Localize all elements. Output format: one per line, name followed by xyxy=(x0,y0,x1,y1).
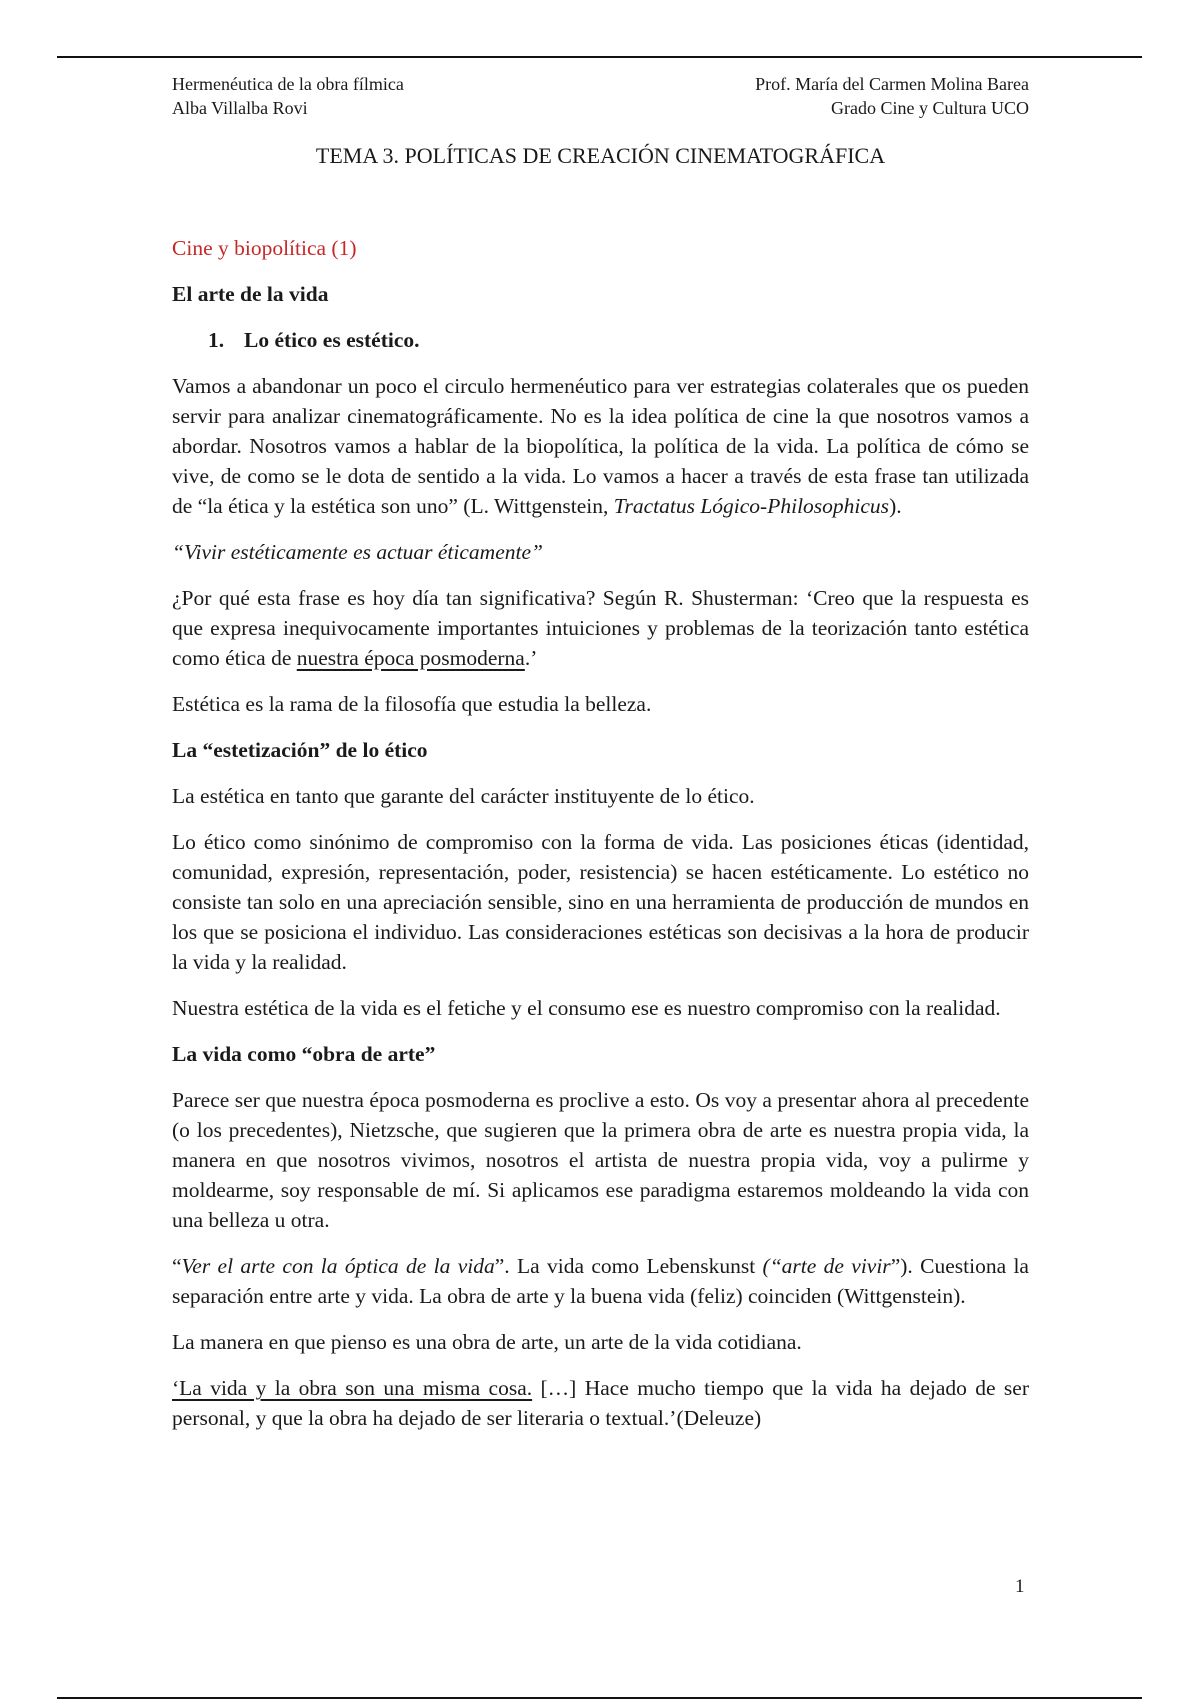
paragraph-text: ”). Cuestiona la separación entre arte y vida. La obra de arte y la buena vida (feliz) coinciden (Wittgenstein). xyxy=(172,1254,1029,1308)
top-rule xyxy=(57,56,1142,58)
course-name: Hermenéutica de la obra fílmica xyxy=(172,74,404,94)
document-title: TEMA 3. POLÍTICAS DE CREACIÓN CINEMATOGRÁFICA xyxy=(315,143,886,168)
numbered-heading xyxy=(172,325,1029,355)
paragraph-text: “ xyxy=(172,1254,182,1278)
paragraph-text: .’ xyxy=(524,646,538,670)
paragraph-definition: Estética es la rama de la filosofía que estudia la belleza. xyxy=(172,692,652,716)
bottom-rule xyxy=(57,1697,1142,1699)
paragraph-lebenskunst xyxy=(172,1251,1029,1311)
student-name: Alba Villalba Rovi xyxy=(172,98,308,118)
underlined-text: ‘La vida y la obra son una misma cosa. xyxy=(172,1376,533,1400)
paragraph-fetiche: Nuestra estética de la vida es el fetiche y el consumo ese es nuestro compromiso con la realidad. xyxy=(172,996,1001,1020)
document-body xyxy=(172,233,1029,1449)
list-number: 1. xyxy=(208,328,225,352)
heading-estetizacion: La “estetización” de lo ético xyxy=(172,738,428,762)
paragraph-text: […] Hace mucho tiempo que la vida ha dejado de ser personal, y que la obra ha dejado de ser literaria o textual.’(Deleuze) xyxy=(172,1376,1029,1430)
page-header xyxy=(172,72,1029,120)
degree-name: Grado Cine y Cultura UCO xyxy=(831,98,1029,118)
paragraph-cotidiana: La manera en que pienso es una obra de arte, un arte de la vida cotidiana. xyxy=(172,1330,802,1354)
paragraph-text: ). xyxy=(889,494,902,518)
paragraph-text: ¿Por qué esta frase es hoy día tan significativa? Según R. Shusterman: ‘Creo que la respuesta es que expresa inequivocamente importantes intuiciones y problemas de la teorización tanto estética como ética de xyxy=(172,586,1029,670)
paragraph-text: ”. La vida como Lebenskunst xyxy=(494,1254,763,1278)
section-title: Cine y biopolítica (1) xyxy=(172,236,357,260)
subtitle: El arte de la vida xyxy=(172,282,329,306)
paragraph-shusterman xyxy=(172,583,1029,673)
paragraph-text: Vamos a abandonar un poco el circulo hermenéutico para ver estrategias colaterales que os pueden servir para analizar cinematográficamente. No es la idea política de cine la que nosotros vamos a abordar. Nosotros vamos a hablar de la biopolítica, la política de la vida. La política de cómo se vive, de como se le dota de sentido a la vida. Lo vamos a hacer a través de esta frase tan utilizada de “la ética y la estética son uno” (L. Wittgenstein, xyxy=(172,374,1029,518)
italic-text: Ver el arte con la óptica de la vida xyxy=(181,1254,495,1278)
heading-obra-de-arte: La vida como “obra de arte” xyxy=(172,1042,436,1066)
quote: “Vivir estéticamente es actuar éticamente” xyxy=(172,540,543,564)
list-text: Lo ético es estético. xyxy=(244,328,420,352)
book-title: Tractatus Lógico-Philosophicus xyxy=(613,494,890,518)
professor-name: Prof. María del Carmen Molina Barea xyxy=(755,74,1029,94)
paragraph-compromiso: Lo ético como sinónimo de compromiso con la forma de vida. Las posiciones éticas (identidad, comunidad, expresión, representación, poder, resistencia) se hacen estéticamente. Lo estético no consiste tan solo en una apreciación sensible, sino en una herramienta de producción de mundos en los que se posiciona el individuo. Las consideraciones estéticas son decisivas a la hora de producir la vida y la realidad. xyxy=(172,830,1029,974)
paragraph-intro xyxy=(172,371,1029,521)
paragraph-deleuze xyxy=(172,1373,1029,1433)
paragraph-nietzsche: Parece ser que nuestra época posmoderna es proclive a esto. Os voy a presentar ahora al precedente (o los precedentes), Nietzsche, que sugieren que la primera obra de arte es nuestra propia vida, la manera en que nosotros vivimos, nosotros el artista de nuestra propia vida, voy a pulirme y moldearme, soy responsable de mí. Si aplicamos ese paradigma estaremos moldeando la vida con una belleza u otra. xyxy=(172,1088,1029,1232)
underlined-text: nuestra época posmoderna xyxy=(296,646,525,670)
italic-text: (“arte de vivir xyxy=(762,1254,891,1278)
paragraph-garante: La estética en tanto que garante del carácter instituyente de lo ético. xyxy=(172,784,755,808)
page-number: 1 xyxy=(1015,1576,1025,1597)
